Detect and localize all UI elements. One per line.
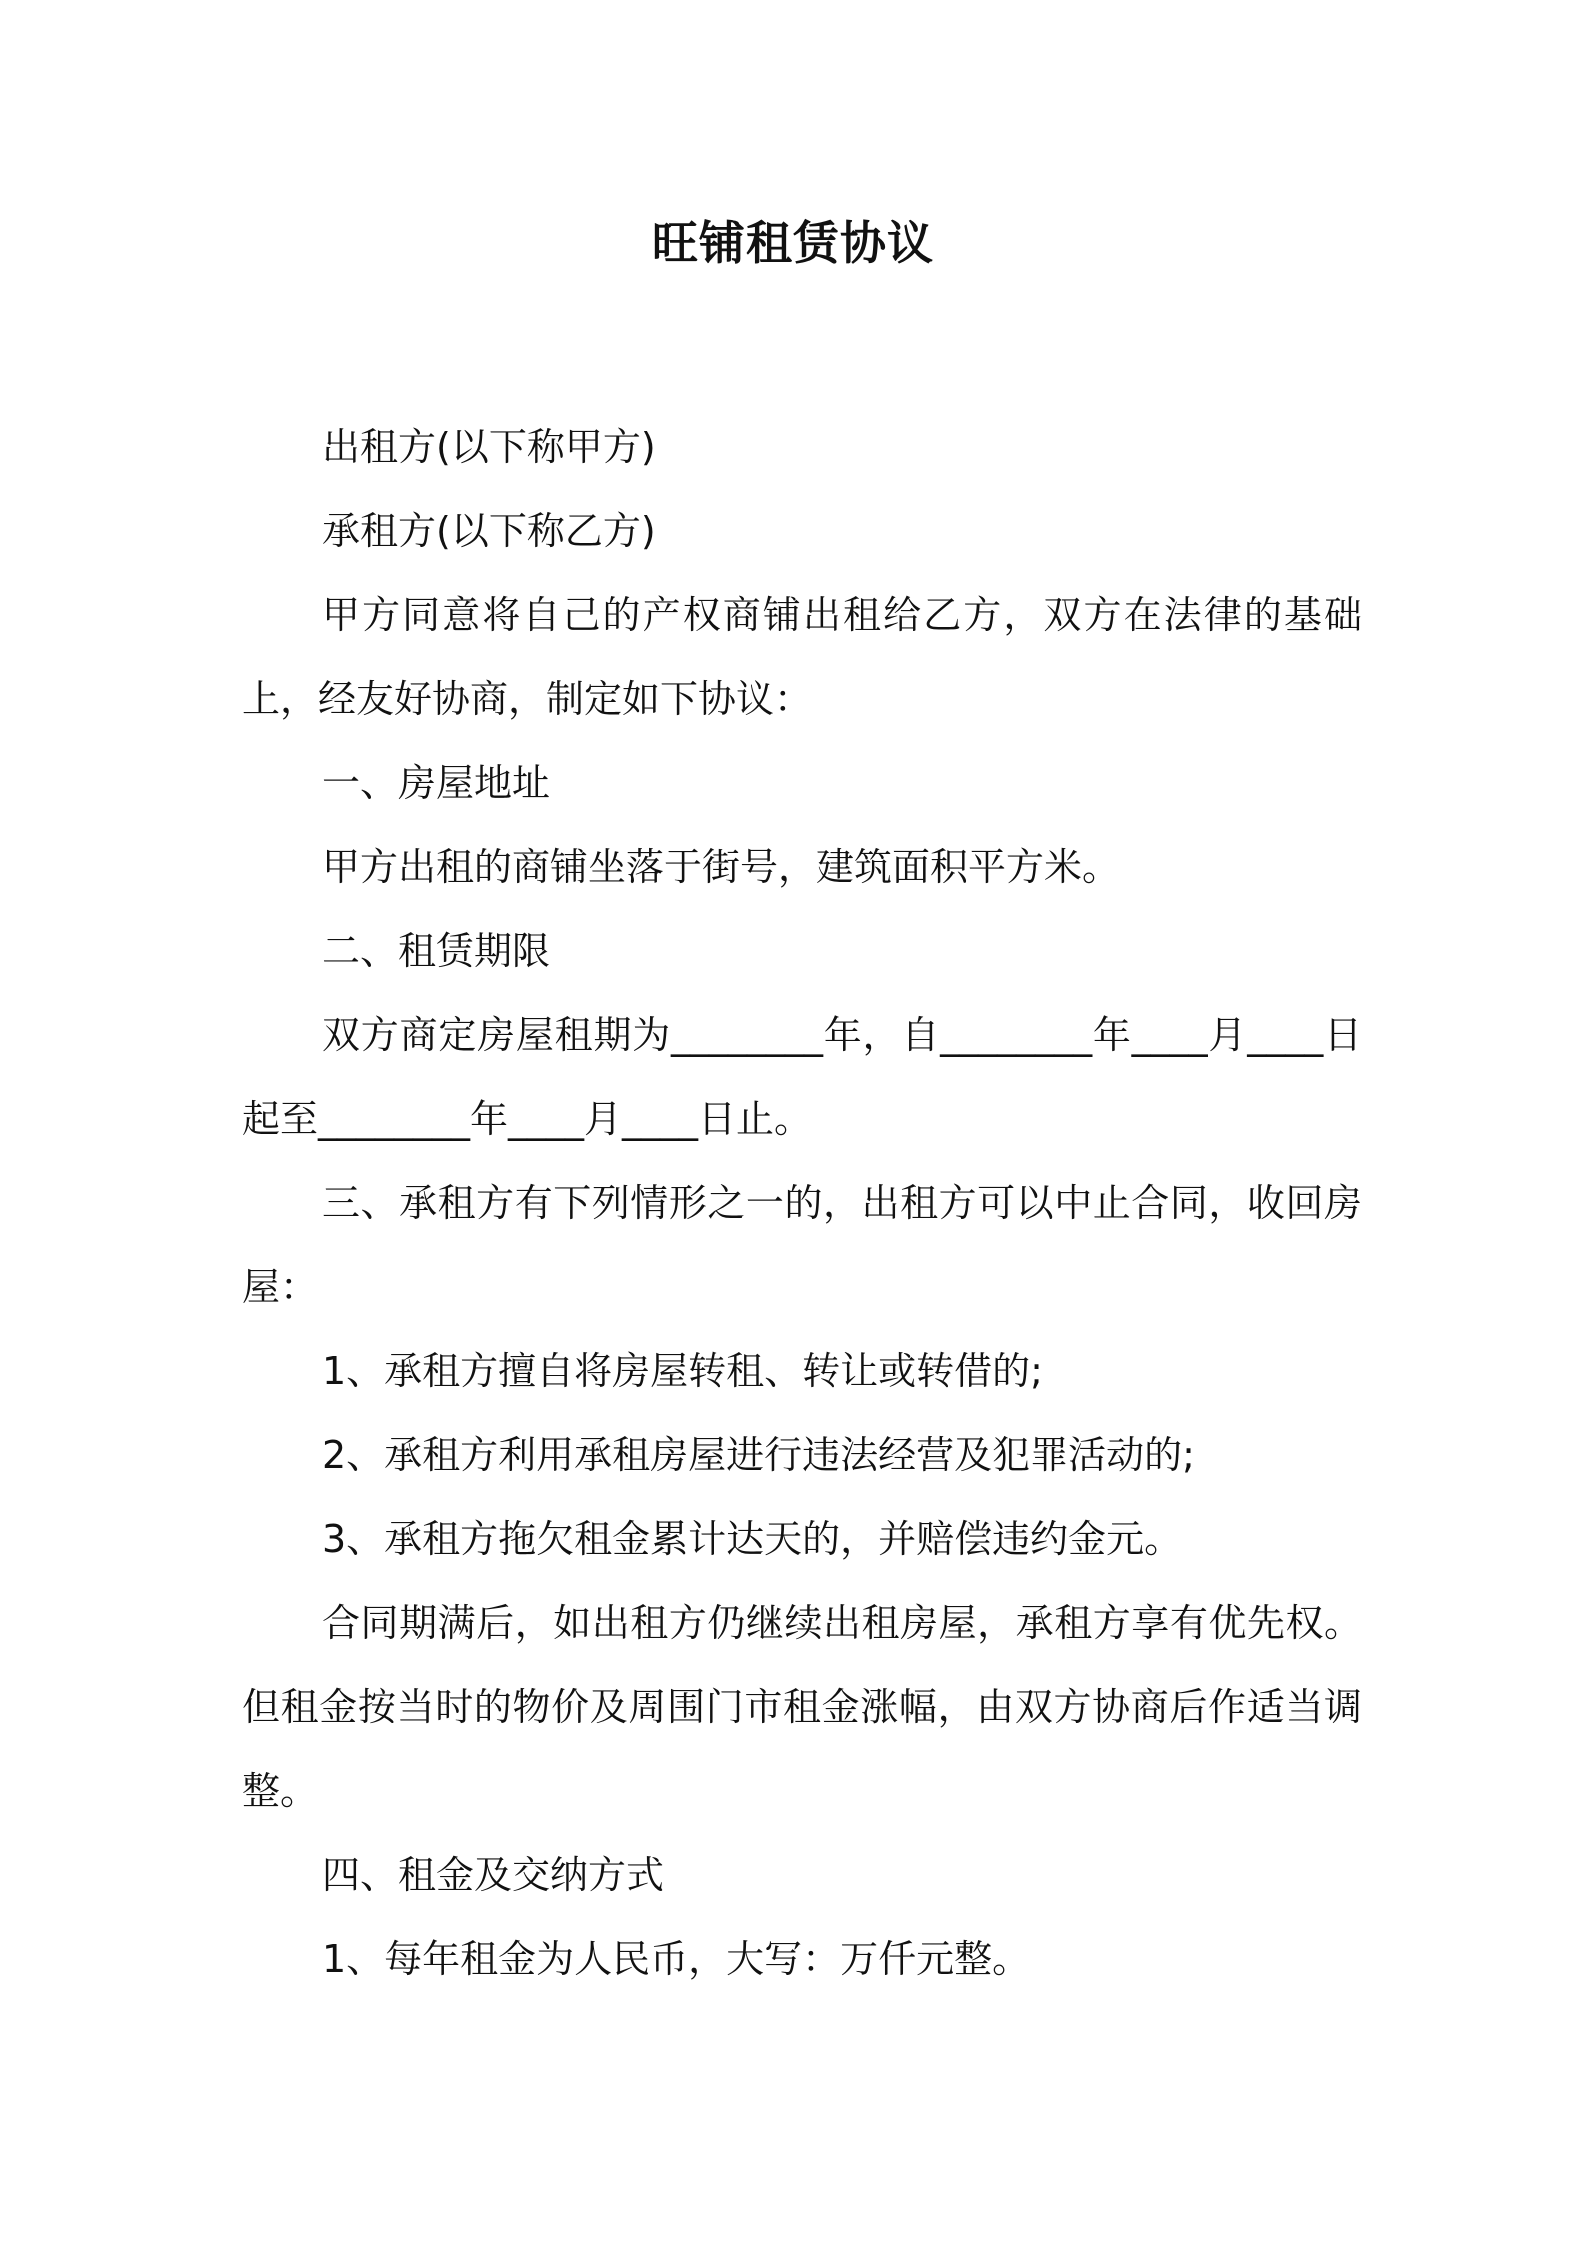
section-heading-rent: 四、租金及交纳方式 [322,1853,665,1897]
paragraph-term: 双方商定房屋租期为________年，自________年____月____日起至________年____月____日止。 [242,1013,1362,1141]
termination-item-2: 2、承租方利用承租房屋进行违法经营及犯罪活动的; [322,1433,1195,1477]
section-heading-term: 二、租赁期限 [322,929,551,973]
rent-item-1: 1、每年租金为人民币，大写：万仟元整。 [322,1937,1031,1981]
paragraph-lessor: 出租方(以下称甲方) [322,425,656,469]
paragraph-renewal: 合同期满后，如出租方仍继续出租房屋，承租方享有优先权。但租金按当时的物价及周围门市租金涨幅，由双方协商后作适当调整。 [242,1601,1362,1813]
document-title: 旺铺租赁协议 [652,216,934,270]
section-heading-termination: 三、承租方有下列情形之一的，出租方可以中止合同，收回房屋： [242,1181,1362,1309]
paragraph-agreement-intro: 甲方同意将自己的产权商铺出租给乙方，双方在法律的基础上，经友好协商，制定如下协议： [242,593,1362,721]
paragraph-address: 甲方出租的商铺坐落于街号，建筑面积平方米。 [322,845,1121,889]
termination-item-3: 3、承租方拖欠租金累计达天的，并赔偿违约金元。 [322,1517,1183,1561]
section-heading-address: 一、房屋地址 [322,761,551,805]
termination-item-1: 1、承租方擅自将房屋转租、转让或转借的; [322,1349,1043,1393]
paragraph-lessee: 承租方(以下称乙方) [322,509,656,553]
document-body [242,405,1362,2001]
